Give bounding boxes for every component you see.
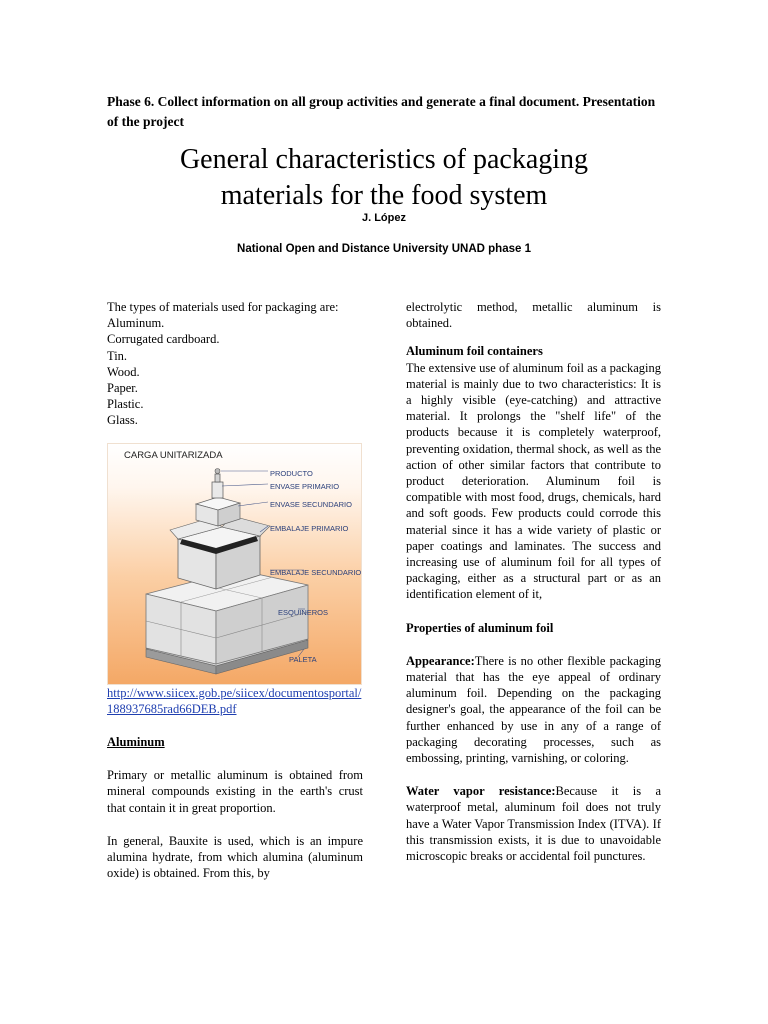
packaging-diagram xyxy=(107,443,362,685)
water-vapor-label: Water vapor resistance: xyxy=(406,784,556,799)
aluminum-paragraph-2: In general, Bauxite is used, which is an impure alumina hydrate, from which alumina (aluminum oxide) is obtained. From this, by xyxy=(107,833,363,881)
material-item: Corrugated cardboard. xyxy=(107,332,220,347)
label-envase-primario: ENVASE PRIMARIO xyxy=(270,481,340,491)
source-link[interactable]: http://www.siicex.gob.pe/siicex/documentosportal/188937685rad66DEB.pdf xyxy=(107,685,362,716)
university-line: National Open and Distance University UNAD phase 1 xyxy=(237,243,531,255)
materials-intro: The types of materials used for packaging are: xyxy=(107,300,339,314)
title-line-2: materials for the food system xyxy=(220,180,548,211)
label-embalaje-primario: EMBALAJE PRIMARIO xyxy=(270,523,349,533)
label-paleta: PALETA xyxy=(289,654,317,664)
appearance-label: Appearance: xyxy=(406,653,475,668)
material-item: Tin. xyxy=(107,348,128,363)
foil-containers-heading: Aluminum foil containers xyxy=(406,344,543,359)
right-column xyxy=(406,299,661,864)
document-title xyxy=(0,142,768,214)
label-esquineros: ESQUINEROS xyxy=(278,607,329,617)
water-vapor-paragraph xyxy=(406,783,661,864)
appearance-text: There is no other flexible packaging material that has the eye appeal of ordinary aluminum foil. Depending on the packaging designer's goal, the appearance of the foil can be further enhanced by use in any of a range of packaging decorating processes, such as embossing, printing, varnishing, or coloring. xyxy=(406,653,661,766)
author: J. López xyxy=(361,212,406,224)
material-item: Paper. xyxy=(107,381,138,396)
water-vapor-text: Because it is a waterproof metal, aluminum foil does not truly have a Water Vapor Transmission Index (ITVA). If this transmission exists, it is due to unavoidable microscopic breaks or accidental foil punctures. xyxy=(406,784,661,864)
materials-list xyxy=(107,315,363,428)
label-producto: PRODUCTO xyxy=(270,468,313,478)
material-item: Wood. xyxy=(107,364,140,379)
label-envase-secundario: ENVASE SECUNDARIO xyxy=(270,499,352,509)
material-item: Aluminum. xyxy=(107,316,165,331)
foil-containers-paragraph: The extensive use of aluminum foil as a packaging material is mainly due to two characteristics: It is a highly visible (eye-catching) and attractive material. It prolongs the "shelf life" of the products because it is completely waterproof, preventing oxidation, thermal shock, as well as the action of other similar factors that contribute to product deterioration. Aluminum foil is compatible with most food, drugs, chemicals, hard and soft goods. Few products could corrode this material since it has a wide variety of plastic or paper coatings and laminates. The success and increasing use of aluminum foil for all types of packaging, either as a structural part or as an identification element of it, xyxy=(406,360,661,602)
aluminum-heading: Aluminum xyxy=(107,735,165,750)
properties-heading: Properties of aluminum foil xyxy=(406,620,554,635)
left-column xyxy=(107,299,363,881)
aluminum-paragraph-1: Primary or metallic aluminum is obtained from mineral compounds existing in the earth's crust that contain it in great proportion. xyxy=(107,768,363,815)
material-item: Plastic. xyxy=(107,397,144,412)
material-item: Glass. xyxy=(107,413,138,428)
phase-heading: Phase 6. Collect information on all group activities and generate a final document. Presentation of the project xyxy=(107,94,656,129)
title-line-1: General characteristics of packaging xyxy=(179,144,589,175)
label-embalaje-secundario: EMBALAJE SECUNDARIO xyxy=(270,567,362,577)
figure-title: CARGA UNITARIZADA xyxy=(124,449,223,461)
continuation-paragraph: electrolytic method, metallic aluminum is obtained. xyxy=(406,300,661,331)
appearance-paragraph xyxy=(406,653,661,766)
